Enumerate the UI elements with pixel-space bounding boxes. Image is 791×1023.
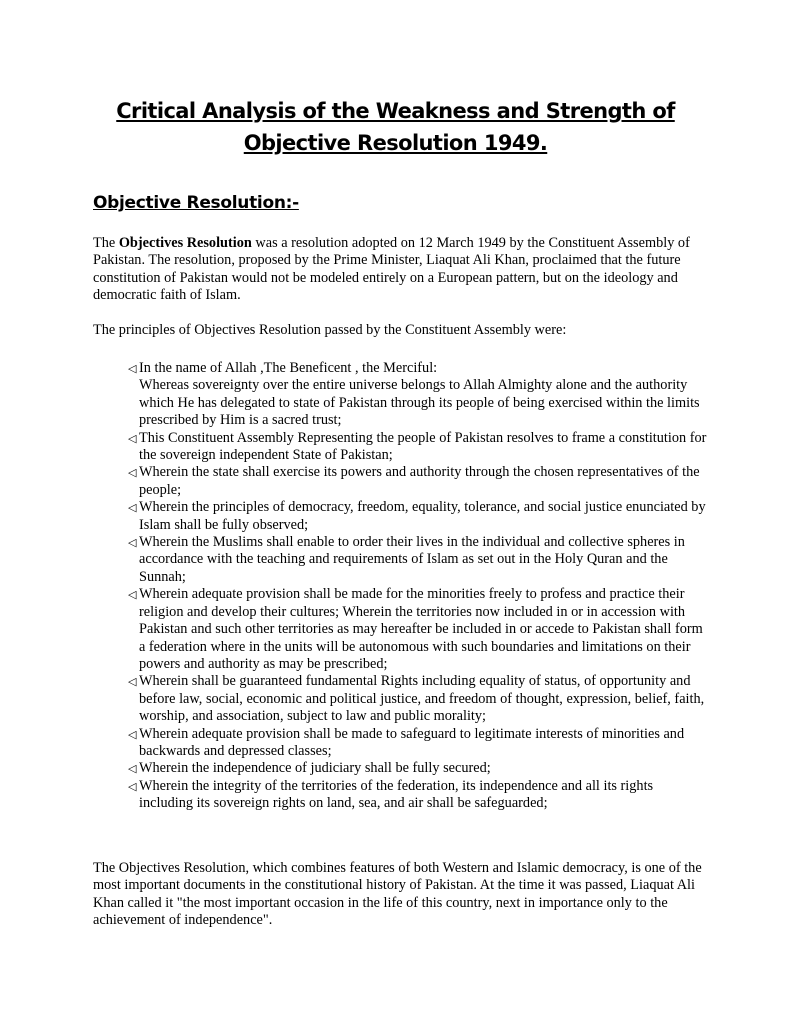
section-heading: Objective Resolution:- bbox=[93, 193, 299, 213]
triangle-left-icon: ◁ bbox=[128, 466, 137, 480]
principle-subtext: Whereas sovereignty over the entire universe belongs to Allah Almighty alone and the authority which He has delegated to state of Pakistan through its people of being exercised within the limits prescribed by Him is a sacred trust; bbox=[139, 377, 700, 429]
principle-text: Wherein shall be guaranteed fundamental Rights including equality of status, of opportunity and before law, social, economic and political justice, and freedom of thought, expression, belief, faith, worship, and association, subject to law and public morality; bbox=[139, 673, 705, 725]
principle-text: Wherein the independence of judiciary shall be fully secured; bbox=[139, 760, 491, 777]
title-line-1: Critical Analysis of the Weakness and Strength of bbox=[116, 99, 675, 123]
principle-text: Wherein the state shall exercise its powers and authority through the chosen representatives of the people; bbox=[139, 464, 700, 498]
principle-item bbox=[128, 430, 708, 465]
triangle-left-icon: ◁ bbox=[128, 501, 137, 515]
intro-paragraph bbox=[93, 235, 703, 305]
closing-paragraph: The Objectives Resolution, which combines features of both Western and Islamic democracy, is one of the most important documents in the constitutional history of Pakistan. At the time it was passed, Liaquat Ali Khan called it "the most important occasion in the life of this country, next in importance only to the achievement of independence". bbox=[93, 860, 702, 929]
principle-text: In the name of Allah ,The Beneficent , the Merciful: bbox=[139, 360, 438, 376]
principles-intro-paragraph: The principles of Objectives Resolution passed by the Constituent Assembly were: bbox=[93, 322, 567, 338]
principle-text: Wherein the principles of democracy, freedom, equality, tolerance, and social justice enunciated by Islam shall be fully observed; bbox=[139, 499, 706, 533]
triangle-left-icon: ◁ bbox=[128, 779, 137, 793]
triangle-left-icon: ◁ bbox=[128, 727, 137, 741]
intro-lead: The bbox=[93, 235, 119, 251]
principle-text: Wherein the Muslims shall enable to order their lives in the individual and collective spheres in accordance with the teaching and requirements of Islam as set out in the Holy Quran and the Sunnah; bbox=[139, 534, 685, 585]
principle-item bbox=[128, 534, 708, 586]
principle-text: Wherein adequate provision shall be made for the minorities freely to profess and practice their religion and develop their cultures; Wherein the territories now included in or in accession with Pakistan and such other territories as may hereafter be included in or accede to Pakistan shall form a federation where in the units will be autonomous with such boundaries and limitations on their powers and authority as may be prescribed; bbox=[139, 586, 703, 672]
triangle-left-icon: ◁ bbox=[128, 675, 137, 689]
principle-text: This Constituent Assembly Representing the people of Pakistan resolves to frame a constitution for the sovereign independent State of Pakistan; bbox=[139, 429, 707, 464]
principle-item bbox=[128, 360, 708, 430]
principle-item bbox=[128, 778, 708, 813]
triangle-left-icon: ◁ bbox=[128, 588, 137, 602]
triangle-left-icon: ◁ bbox=[128, 431, 137, 445]
principles-list bbox=[128, 360, 708, 813]
intro-rest: was a resolution adopted on 12 March 1949 by the Constituent Assembly of Pakistan. The resolution, proposed by the Prime Minister, Liaquat Ali Khan, proclaimed that the future constitution of Pakistan would not be modeled entirely on a European pattern, but on the ideology and democratic faith of Islam. bbox=[93, 235, 690, 304]
title-line-2: Objective Resolution 1949. bbox=[243, 131, 548, 155]
principle-text: Wherein adequate provision shall be made to safeguard to legitimate interests of minorities and backwards and depressed classes; bbox=[139, 725, 685, 759]
principle-item bbox=[128, 499, 708, 534]
triangle-left-icon: ◁ bbox=[128, 762, 137, 776]
page-title bbox=[80, 95, 711, 159]
principle-item bbox=[128, 760, 708, 777]
principle-text: Wherein the integrity of the territories of the federation, its independence and all its rights including its sovereign rights on land, sea, and air shall be safeguarded; bbox=[139, 777, 654, 812]
triangle-left-icon: ◁ bbox=[128, 536, 137, 550]
triangle-left-icon: ◁ bbox=[128, 362, 137, 375]
principle-item bbox=[128, 586, 708, 673]
principle-item bbox=[128, 673, 708, 725]
principle-item bbox=[128, 726, 708, 761]
principle-item bbox=[128, 464, 708, 499]
intro-bold-term: Objectives Resolution bbox=[118, 235, 252, 251]
